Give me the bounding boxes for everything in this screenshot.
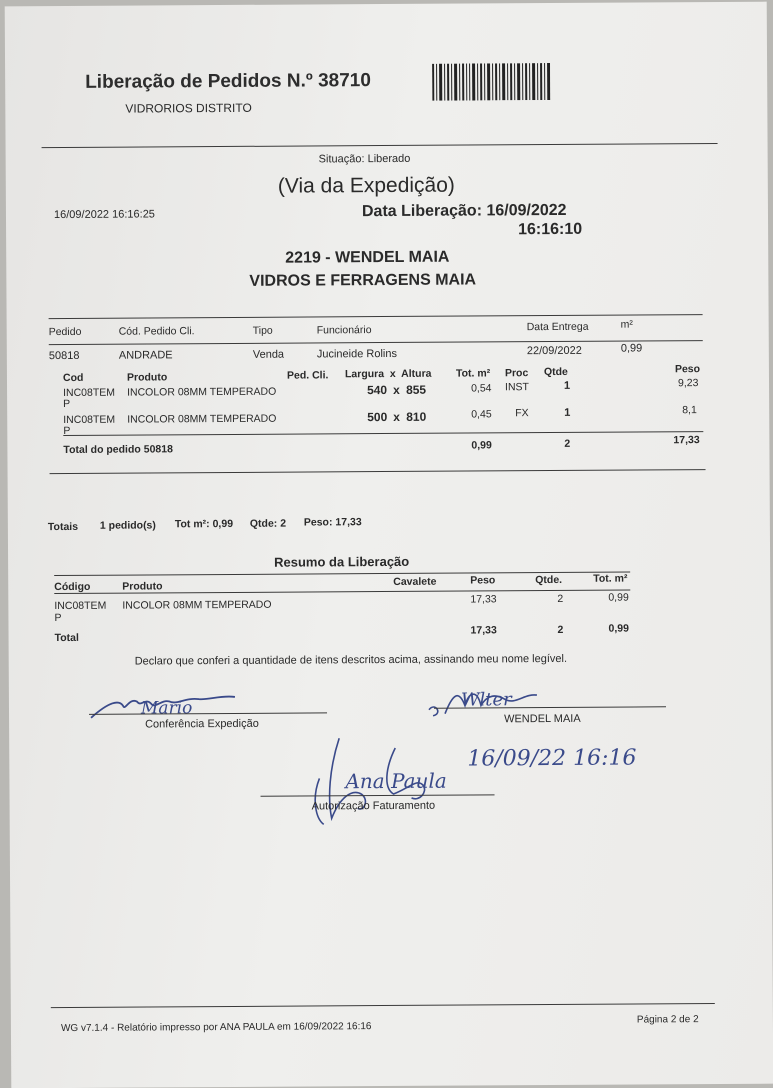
order-pedido: 50818 [48, 349, 80, 363]
resumo-row-tot-m2: 0,99 [608, 591, 629, 604]
order-top-rule [49, 314, 703, 319]
totals-qtde: Qtde: 2 [249, 517, 287, 530]
handwritten-date-text: 16/09/22 16:16 [467, 745, 637, 772]
resumo-row-produto: INCOLOR 08MM TEMPERADO [122, 598, 272, 612]
totals-label: Totais [47, 520, 79, 534]
order-data-entrega: 22/09/2022 [526, 344, 582, 358]
item-1-altura: 855 [406, 382, 427, 397]
via-title: (Via da Expedição) [277, 173, 455, 198]
footer-rule [51, 1003, 715, 1008]
col-m2: m² [620, 318, 633, 331]
signature-client-text: Wlter [460, 689, 512, 711]
order-tipo: Venda [252, 348, 285, 361]
order-total-qtde: 2 [564, 437, 571, 450]
client-code-name: 2219 - WENDEL MAIA [285, 248, 450, 267]
item-1-qtde: 1 [563, 379, 571, 392]
resumo-col-tot-m2: Tot. m² [593, 572, 628, 585]
item-2-tot-m2: 0,45 [471, 408, 492, 421]
totals-pedidos: 1 pedido(s) [99, 519, 156, 532]
resumo-total-peso: 17,33 [470, 624, 497, 637]
status-text: Situação: Liberado [318, 152, 411, 166]
order-total-peso: 17,33 [673, 434, 700, 447]
barcode [432, 63, 550, 101]
item-2-peso: 8,1 [682, 404, 697, 417]
signature-conferencia-label: Conferência Expedição [145, 717, 259, 731]
item-col-peso: Peso [674, 363, 701, 376]
order-funcionario: Jucineide Rolins [316, 347, 397, 361]
item-col-ped-cli: Ped. Cli. [286, 369, 329, 382]
resumo-row-codigo-cont: P [54, 612, 62, 625]
document-page [5, 2, 773, 1088]
col-tipo: Tipo [252, 324, 273, 337]
item-2-largura: 500 [367, 410, 388, 425]
signature-conferencia-text: Mario [140, 698, 193, 719]
totals-peso: Peso: 17,33 [303, 516, 362, 529]
item-col-produto: Produto [126, 371, 168, 384]
item-2-cod-cont: P [63, 424, 71, 437]
company-name: VIDRORIOS DISTRITO [125, 100, 252, 116]
resumo-row-codigo: INC08TEM [54, 599, 107, 613]
item-2-proc: FX [515, 407, 529, 420]
col-funcionario: Funcionário [316, 324, 372, 337]
release-date: Data Liberação: 16/09/2022 [361, 201, 567, 221]
item-1-x: x [393, 382, 400, 397]
order-header-rule [49, 340, 703, 345]
signature-client-label: WENDEL MAIA [504, 712, 581, 726]
item-1-cod: INC08TEM [63, 386, 116, 399]
item-col-cod: Cod [62, 371, 84, 384]
order-m2: 0,99 [620, 342, 643, 355]
signature-autorizacao-label: Autorização Faturamento [311, 799, 436, 813]
item-1-cod-cont: P [63, 397, 71, 410]
item-col-qtde: Qtde [543, 365, 568, 379]
header-divider [42, 143, 718, 148]
printed-at: 16/09/2022 16:16:25 [53, 208, 155, 222]
item-1-largura: 540 [367, 383, 388, 398]
col-pedido: Pedido [48, 325, 82, 339]
resumo-total-tot-m2: 0,99 [608, 622, 629, 635]
order-total-m2: 0,99 [471, 439, 492, 452]
resumo-col-qtde: Qtde. [535, 573, 563, 587]
order-bottom-rule [50, 469, 706, 474]
resumo-total-label: Total [54, 631, 79, 645]
order-total-rule [63, 431, 703, 436]
release-time: 16:16:10 [518, 220, 583, 239]
item-col-largura-altura: Largura x Altura [344, 367, 432, 381]
signature-autorizacao-text: Ana Paula [345, 768, 447, 794]
declaration-text: Declaro que conferi a quantidade de itens descritos acima, assinando meu nome legível. [134, 652, 568, 668]
order-cod-cli: ANDRADE [118, 349, 173, 362]
item-col-proc: Proc [504, 367, 529, 380]
item-2-cod: INC08TEM [63, 413, 116, 426]
item-2-altura: 810 [406, 409, 427, 424]
item-1-proc: INST [505, 381, 529, 394]
resumo-row-peso: 17,33 [470, 593, 497, 606]
totals-m2: Tot m²: 0,99 [174, 517, 234, 531]
order-total-label: Total do pedido 50818 [63, 443, 173, 456]
signature-autorizacao [299, 728, 460, 829]
resumo-col-peso: Peso [470, 574, 496, 587]
handwritten-date [463, 734, 673, 775]
item-2-qtde: 1 [564, 406, 571, 419]
document-title: Liberação de Pedidos N.º 38710 [85, 70, 371, 93]
item-col-tot-m2: Tot. m² [455, 367, 491, 380]
resumo-col-produto: Produto [122, 580, 163, 593]
item-1-tot-m2: 0,54 [471, 382, 492, 395]
footer-page-number: Página 2 de 2 [636, 1014, 699, 1026]
resumo-col-codigo: Código [54, 580, 91, 594]
resumo-col-cavalete: Cavalete [393, 575, 437, 588]
footer-print-info: WG v7.1.4 - Relatório impresso por ANA PAULA em 16/09/2022 16:16 [60, 1021, 372, 1035]
item-1-peso: 9,23 [677, 377, 699, 390]
item-1-produto: INCOLOR 08MM TEMPERADO [127, 385, 277, 399]
col-cod-cli: Cód. Pedido Cli. [118, 325, 195, 338]
resumo-row-qtde: 2 [557, 592, 564, 605]
item-2-produto: INCOLOR 08MM TEMPERADO [127, 412, 277, 426]
col-data-entrega: Data Entrega [526, 320, 589, 334]
client-company: VIDROS E FERRAGENS MAIA [249, 271, 477, 290]
resumo-total-qtde: 2 [557, 623, 564, 636]
item-2-x: x [393, 409, 400, 424]
resumo-title: Resumo da Liberação [274, 553, 410, 570]
